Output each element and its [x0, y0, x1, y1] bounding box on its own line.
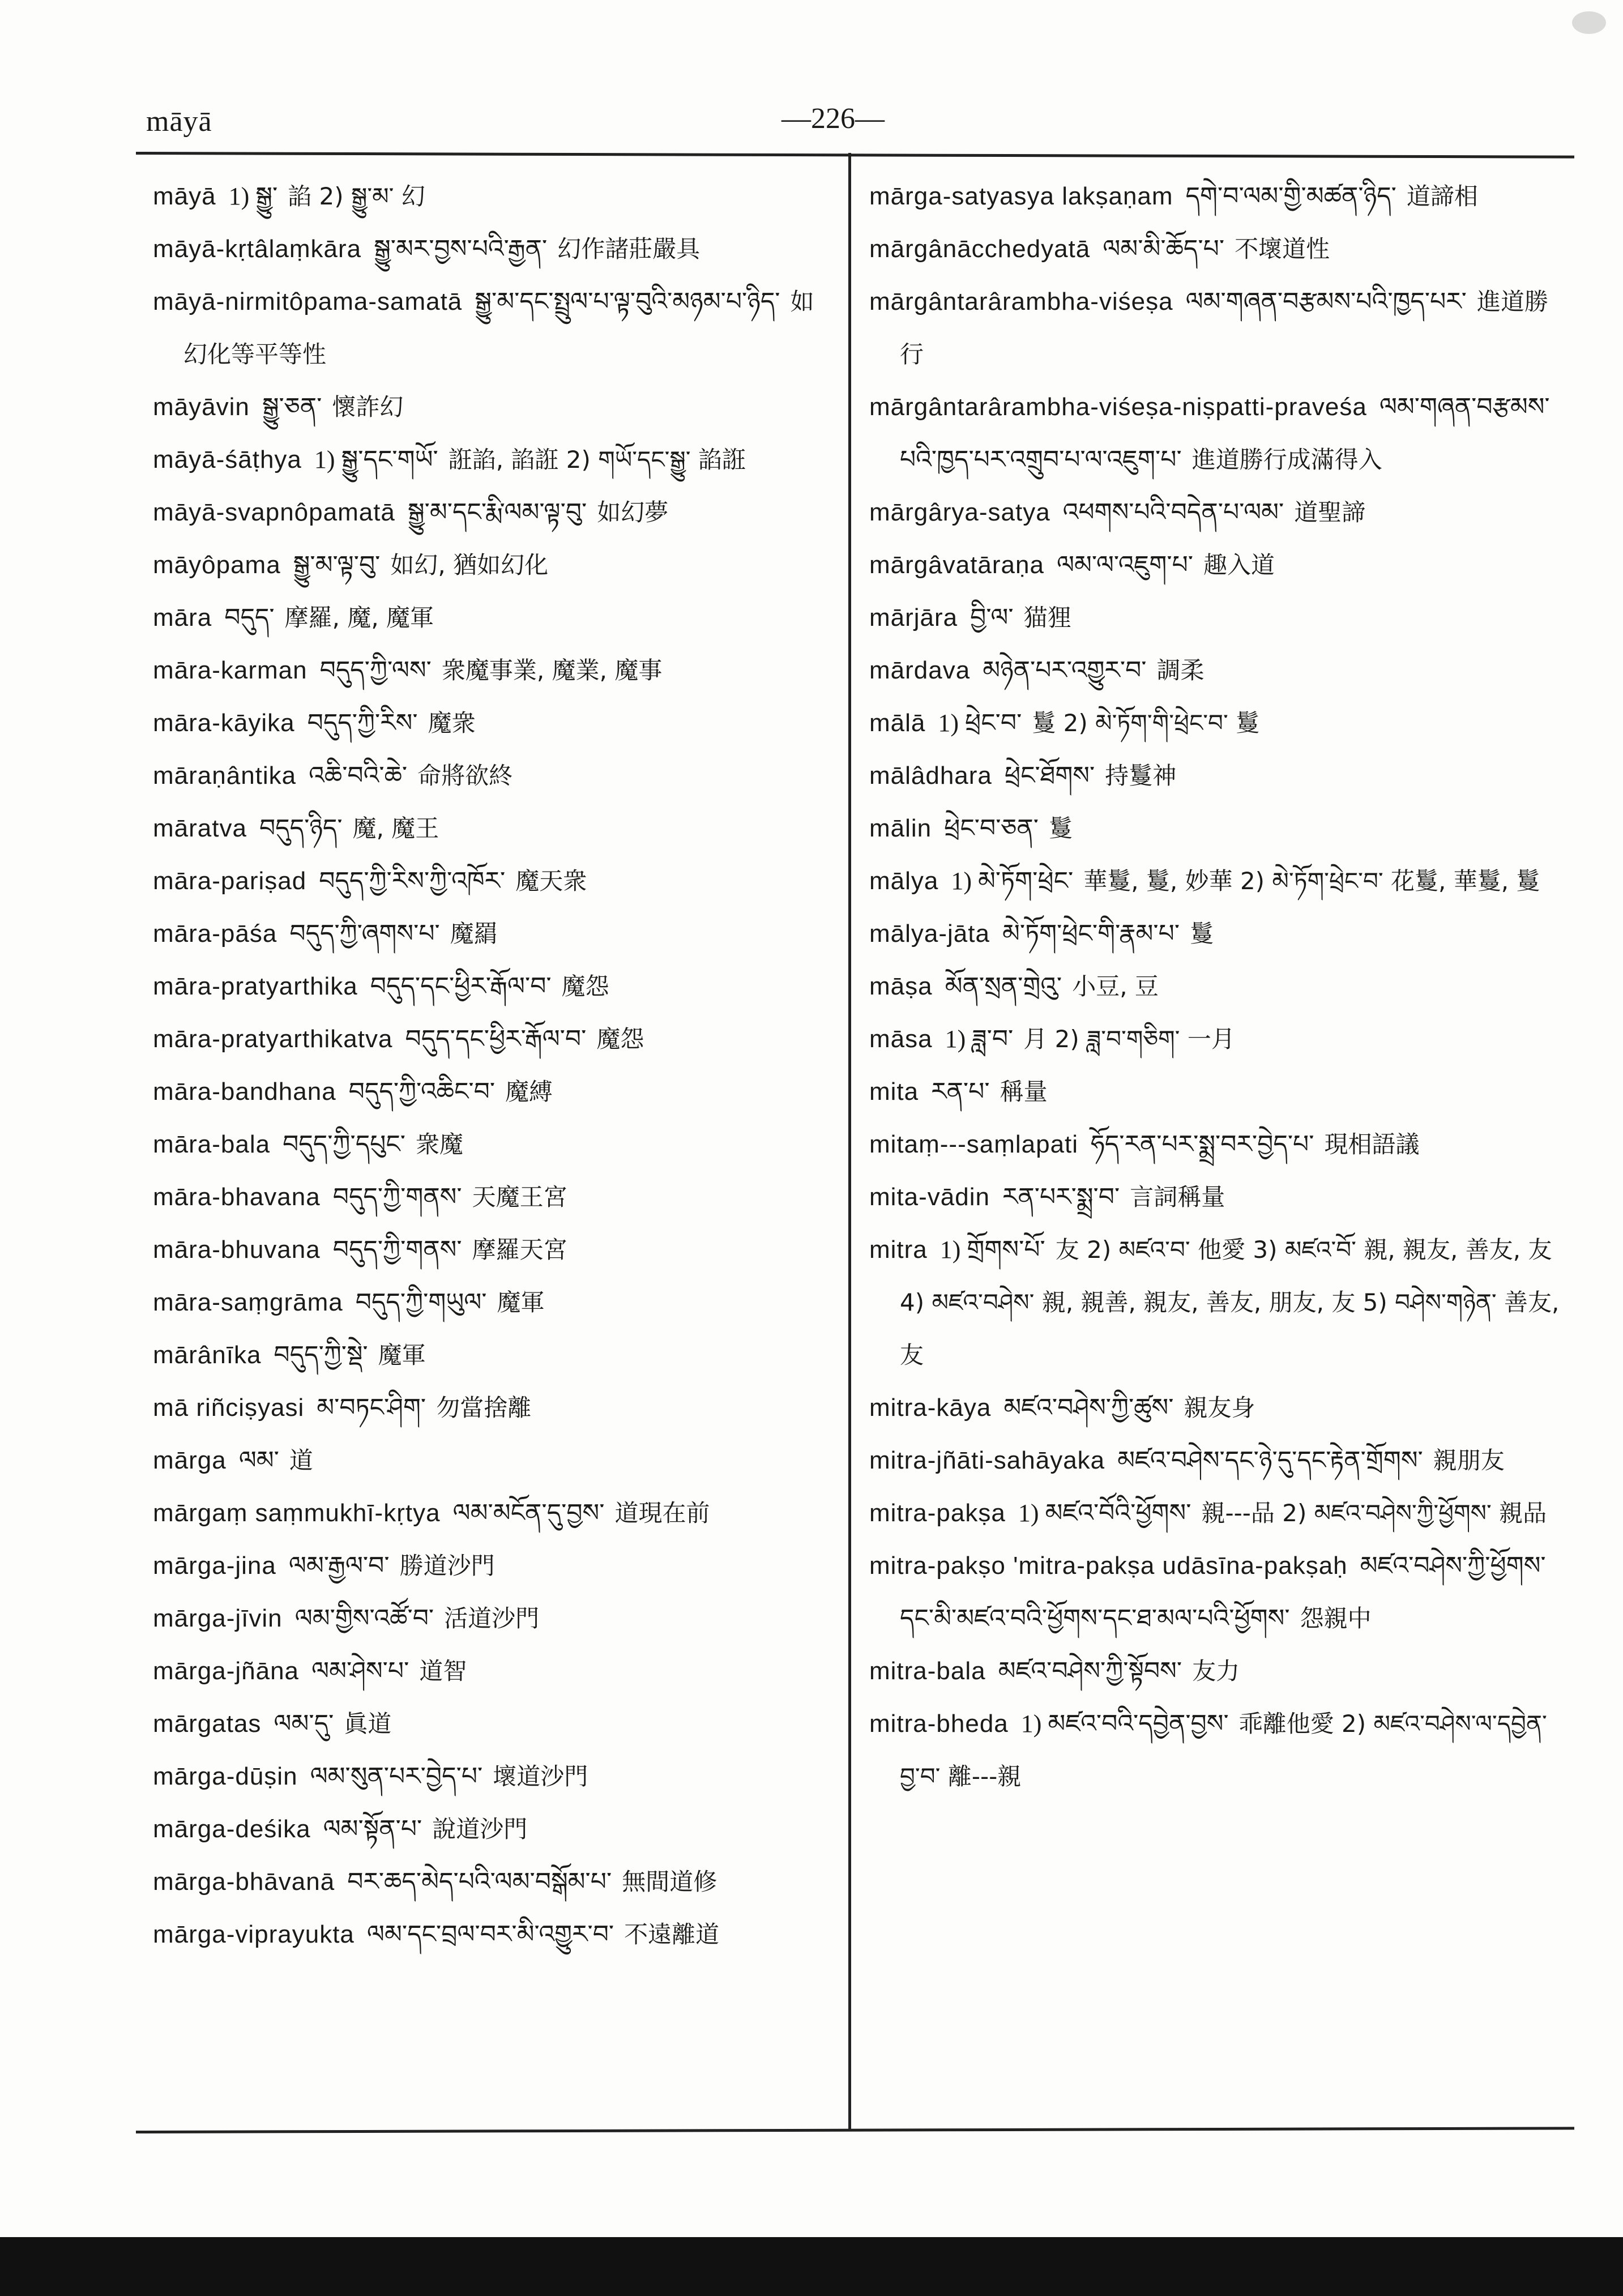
scan-edge-bar	[0, 2237, 1623, 2296]
chinese-gloss: 魔天衆	[515, 867, 587, 895]
headword: mārgatas	[153, 1710, 262, 1738]
chinese-gloss: 天魔王宮	[472, 1183, 567, 1211]
chinese-gloss: 華鬘, 鬘, 妙華 2) མེ་ཏོག་ཕྲེང་བ་ 花鬘, 華鬘, 鬘	[1083, 867, 1540, 895]
chinese-gloss: 如幻, 猶如幻化	[390, 551, 549, 579]
tibetan-equivalent: ལམ་རྒྱལ་བ་	[288, 1552, 390, 1580]
headword: mārdava	[869, 656, 971, 684]
headword: mitra-pakṣa	[869, 1499, 1006, 1527]
dictionary-entry	[153, 1223, 832, 1276]
tibetan-equivalent: མཛའ་བཤེས་དང་ཉེ་དུ་དང་རྟེན་གྲོགས་	[1117, 1446, 1423, 1474]
headword: māra-bhavana	[153, 1183, 321, 1211]
chinese-gloss: 魔縛	[505, 1078, 553, 1106]
headword: mārânīka	[153, 1341, 262, 1369]
dictionary-entry	[869, 591, 1560, 644]
headword: māyā-nirmitôpama-samatā	[153, 288, 463, 315]
chinese-gloss: 魔軍	[378, 1341, 426, 1369]
chinese-gloss: 如幻夢	[597, 498, 669, 526]
headword: māyā-śāṭhya	[153, 446, 302, 473]
dictionary-entry	[153, 1592, 832, 1645]
chinese-gloss: 衆魔事業, 魔業, 魔事	[441, 656, 663, 684]
tibetan-equivalent: འཕགས་པའི་བདེན་པ་ལམ་	[1062, 498, 1284, 526]
dictionary-entry	[869, 1434, 1560, 1487]
dictionary-entry	[869, 1013, 1560, 1065]
dictionary-entry	[153, 433, 832, 486]
chinese-gloss: 幻作諸莊嚴具	[557, 235, 701, 263]
chinese-gloss: 道智	[419, 1657, 467, 1685]
tibetan-equivalent: 1) མཛའ་བོའི་ཕྱོགས་	[1018, 1499, 1191, 1527]
headword: māra-pariṣad	[153, 867, 307, 895]
dictionary-entry	[153, 381, 832, 433]
tibetan-equivalent: བདུད་ཀྱི་འཆིང་བ་	[348, 1078, 496, 1106]
dictionary-entry	[869, 1118, 1560, 1171]
tibetan-equivalent: མེ་ཏོག་ཕྲེང་གི་རྣམ་པ་	[1002, 920, 1180, 948]
running-head: māyā	[146, 105, 212, 138]
dictionary-entry	[153, 1118, 832, 1171]
dictionary-entry	[153, 1276, 832, 1329]
chinese-gloss: 無間道修	[622, 1868, 717, 1896]
chinese-gloss: 諂 2) སྒྱུ་མ་ 幻	[288, 182, 425, 210]
tibetan-equivalent: བདུད་ཀྱི་རིས་	[307, 709, 418, 737]
headword: mārga-jñāna	[153, 1657, 300, 1685]
dictionary-entry	[869, 170, 1560, 223]
chinese-gloss: 稱量	[1000, 1078, 1048, 1106]
chinese-gloss: 親朋友	[1433, 1446, 1505, 1474]
chinese-gloss: 言詞稱量	[1130, 1183, 1225, 1211]
tibetan-equivalent: བདུད་དང་ཕྱིར་རྒོལ་བ་	[370, 972, 552, 1000]
tibetan-equivalent: ལམ་དང་བྲལ་བར་མི་འགྱུར་བ་	[366, 1921, 614, 1948]
dictionary-entry	[869, 381, 1560, 486]
chinese-gloss: 友力	[1192, 1657, 1240, 1685]
dictionary-entry	[869, 1223, 1560, 1381]
dictionary-entry	[869, 539, 1560, 591]
headword: mitra-kāya	[869, 1394, 992, 1422]
tibetan-equivalent: ལམ་གྱིས་འཚོ་བ་	[294, 1604, 434, 1632]
chinese-gloss: 眞道	[344, 1710, 392, 1738]
dictionary-entry	[869, 1381, 1560, 1434]
dictionary-entry	[153, 1539, 832, 1592]
headword: mālā	[869, 709, 926, 737]
dictionary-entry	[869, 275, 1560, 381]
headword: māra-bandhana	[153, 1078, 336, 1106]
dictionary-entry	[153, 1908, 832, 1961]
headword: māyā-kṛtâlaṃkāra	[153, 235, 362, 263]
chinese-gloss: 友 2) མཛའ་བ་ 他愛 3) མཛའ་བོ་ 親, 親友, 善友, 友 4) མཛའ་བཤེས་ 親, 親善, 親友, 善友, 朋友, 友 5) བཤེས་གཉེན་ 善友, 友	[900, 1236, 1560, 1369]
dictionary-entry	[153, 1803, 832, 1855]
headword: māra-pratyarthikatva	[153, 1025, 393, 1053]
headword: māra-karman	[153, 656, 307, 684]
chinese-gloss: 持鬘神	[1105, 762, 1177, 789]
tibetan-equivalent: 1) མཛའ་བའི་དབྱེན་བྱས་	[1020, 1710, 1229, 1738]
chinese-gloss: 道現在前	[614, 1499, 710, 1527]
tibetan-equivalent: ཕྲེང་བ་ཅན་	[944, 814, 1039, 842]
tibetan-equivalent: སྒྱུ་ཅན་	[262, 393, 322, 421]
bottom-rule	[136, 2127, 1574, 2133]
chinese-gloss: 如幻化等平等性	[183, 288, 814, 368]
chinese-gloss: 鬘	[1190, 920, 1214, 948]
chinese-gloss: 魔衆	[428, 709, 476, 737]
tibetan-equivalent: མཛའ་བཤེས་ཀྱི་ཕྱོགས་དང་མི་མཛའ་བའི་ཕྱོགས་དང་ཐ་མལ་པའི་ཕྱོགས་	[900, 1552, 1546, 1632]
dictionary-entry	[869, 223, 1560, 275]
dictionary-entry	[869, 644, 1560, 697]
tibetan-equivalent: ཕྲེང་ཐོགས་	[1004, 762, 1095, 789]
chinese-gloss: 魔羂	[450, 920, 498, 948]
dictionary-entry	[153, 170, 832, 223]
headword: māra-saṃgrāma	[153, 1288, 343, 1316]
dictionary-entry	[869, 1539, 1560, 1645]
chinese-gloss: 魔軍	[497, 1288, 545, 1316]
headword: mārgântarârambha-viśeṣa	[869, 288, 1173, 315]
dictionary-entry	[153, 1855, 832, 1908]
page-number: —226—	[781, 103, 885, 135]
headword: māra-pratyarthika	[153, 972, 358, 1000]
tibetan-equivalent: འཆི་བའི་ཆེ་	[309, 762, 408, 789]
tibetan-equivalent: སྒྱུ་མ་དང་སྤྲུལ་པ་ལྟ་བུའི་མཉམ་པ་ཉིད་	[475, 288, 780, 315]
chinese-gloss: 勝道沙門	[399, 1552, 495, 1580]
headword: māyāvin	[153, 393, 250, 421]
chinese-gloss: 不遠離道	[624, 1921, 720, 1948]
dictionary-entry	[869, 486, 1560, 539]
chinese-gloss: 調柔	[1156, 656, 1205, 684]
dictionary-entry	[153, 802, 832, 855]
dictionary-entry	[153, 1381, 832, 1434]
tibetan-equivalent: ལམ་མི་ཆོད་པ་	[1103, 235, 1225, 263]
headword: mārgântarârambha-viśeṣa-niṣpatti-praveśa	[869, 393, 1367, 421]
headword: mārgânācchedyatā	[869, 235, 1091, 263]
chinese-gloss: 說道沙門	[432, 1815, 528, 1843]
tibetan-equivalent: དགེ་བ་ལམ་གྱི་མཚན་ཉིད་	[1185, 182, 1396, 210]
tibetan-equivalent: ལམ་མངོན་དུ་བྱས་	[452, 1499, 605, 1527]
dictionary-entry	[869, 960, 1560, 1013]
headword: mārga-deśika	[153, 1815, 311, 1843]
dictionary-entry	[869, 802, 1560, 855]
dictionary-entry	[153, 223, 832, 275]
chinese-gloss: 命將欲終	[417, 762, 513, 789]
headword: mitra-pakṣo 'mitra-pakṣa udāsīna-pakṣaḥ	[869, 1552, 1348, 1580]
dictionary-entry	[153, 1065, 832, 1118]
headword: māṣa	[869, 972, 933, 1000]
dictionary-entry	[153, 591, 832, 644]
dictionary-entry	[869, 1697, 1560, 1803]
headword: mārjāra	[869, 604, 958, 631]
chinese-gloss: 懷詐幻	[332, 393, 404, 421]
chinese-gloss: 摩羅, 魔, 魔軍	[284, 604, 434, 631]
headword: mārga-jina	[153, 1552, 276, 1580]
headword: māyôpama	[153, 551, 281, 579]
dictionary-entry	[153, 1329, 832, 1381]
chinese-gloss: 趣入道	[1203, 551, 1275, 579]
tibetan-equivalent: བདུད་ཀྱི་སྡེ་	[274, 1341, 368, 1369]
headword: māyā	[153, 182, 216, 210]
headword: mālâdhara	[869, 762, 992, 789]
tibetan-equivalent: སྒྱུ་མ་དང་རྨི་ལམ་ལྟ་བུ་	[407, 498, 587, 526]
dictionary-entry	[869, 749, 1560, 802]
headword: mārga-satyasya lakṣaṇam	[869, 182, 1173, 210]
chinese-gloss: 魔怨	[596, 1025, 644, 1053]
headword: mitra-bala	[869, 1657, 986, 1685]
chinese-gloss: 小豆, 豆	[1072, 972, 1159, 1000]
dictionary-entry	[153, 275, 832, 381]
dictionary-entry	[869, 1065, 1560, 1118]
headword: mita	[869, 1078, 919, 1106]
dictionary-entry	[153, 749, 832, 802]
tibetan-equivalent: ལམ་དུ་	[274, 1710, 334, 1738]
dictionary-entry	[869, 1171, 1560, 1223]
tibetan-equivalent: ལམ་སུན་པར་བྱེད་པ་	[310, 1762, 483, 1790]
headword: māsa	[869, 1025, 933, 1053]
chinese-gloss: 勿當捨離	[436, 1394, 532, 1422]
tibetan-equivalent: རན་པར་སྨྲ་བ་	[1002, 1183, 1120, 1211]
chinese-gloss: 道	[289, 1446, 313, 1474]
tibetan-equivalent: 1) ཟླ་བ་	[945, 1025, 1014, 1053]
dictionary-entry	[153, 539, 832, 591]
left-column	[153, 170, 832, 1961]
dictionary-entry	[869, 855, 1560, 907]
tibetan-equivalent: རན་པ་	[931, 1078, 990, 1106]
headword: mārga-viprayukta	[153, 1921, 355, 1948]
chinese-gloss: 鬘 2) མེ་ཏོག་གི་ཕྲེང་བ་ 鬘	[1032, 709, 1260, 737]
chinese-gloss: 衆魔	[416, 1130, 464, 1158]
chinese-gloss: 進道勝行成滿得入	[1191, 446, 1382, 473]
tibetan-equivalent: ལམ་གཞན་བརྩམས་པའི་ཁྱད་པར་འགྲུབ་པ་ལ་འཇུག་པ་	[900, 393, 1550, 473]
tibetan-equivalent: 1) སྒྱུ་དང་གཡོ་	[314, 446, 438, 473]
chinese-gloss: 誑諂, 諂誑 2) གཡོ་དང་སྒྱུ་ 諂誑	[448, 446, 746, 473]
headword: mālin	[869, 814, 932, 842]
tibetan-equivalent: མོན་སྲན་གྲེའུ་	[945, 972, 1062, 1000]
headword: mārgaṃ saṃmukhī-kṛtya	[153, 1499, 441, 1527]
scan-speck	[1572, 11, 1606, 34]
dictionary-entry	[869, 1645, 1560, 1697]
chinese-gloss: 月 2) ཟླ་བ་གཅིག་ 一月	[1023, 1025, 1235, 1053]
chinese-gloss: 魔怨	[561, 972, 609, 1000]
tibetan-equivalent: ལམ་ལ་འཇུག་པ་	[1056, 551, 1194, 579]
dictionary-entry	[153, 697, 832, 749]
headword: mā riñciṣyasi	[153, 1394, 305, 1422]
tibetan-equivalent: བདུད་ཀྱི་གཡུལ་	[355, 1288, 487, 1316]
headword: mārga-bhāvanā	[153, 1868, 335, 1896]
headword: mālya	[869, 867, 939, 895]
chinese-gloss: 道諦相	[1406, 182, 1478, 210]
top-rule	[136, 152, 1574, 159]
tibetan-equivalent: བྱི་ལ་	[970, 604, 1014, 631]
headword: māra-bhuvana	[153, 1236, 321, 1264]
tibetan-equivalent: 1) སྒྱུ་	[228, 182, 278, 210]
dictionary-entry	[153, 1697, 832, 1750]
headword: mitaṃ---saṃlapati	[869, 1130, 1079, 1158]
dictionary-entry	[153, 1434, 832, 1487]
headword: mārаṇântika	[153, 762, 297, 789]
tibetan-equivalent: བདུད་ཀྱི་གནས་	[332, 1183, 462, 1211]
dictionary-entry	[153, 907, 832, 960]
chinese-gloss: 乖離他愛 2) མཛའ་བཤེས་ལ་དབྱེན་བྱ་བ་ 離---親	[900, 1710, 1547, 1790]
tibetan-equivalent: བདུད་ཀྱི་ཞགས་པ་	[289, 920, 440, 948]
tibetan-equivalent: མཛའ་བཤེས་ཀྱི་ཚུས་	[1003, 1394, 1174, 1422]
headword: mārga	[153, 1446, 227, 1474]
tibetan-equivalent: བདུད་ཀྱི་གནས་	[332, 1236, 462, 1264]
tibetan-equivalent: བདུད་	[224, 604, 275, 631]
tibetan-equivalent: བདུད་ཉིད་	[259, 814, 343, 842]
headword: mita-vādin	[869, 1183, 990, 1211]
headword: māra	[153, 604, 212, 631]
chinese-gloss: 進道勝行	[900, 288, 1548, 368]
headword: māra-kāyika	[153, 709, 295, 737]
dictionary-entry	[153, 644, 832, 697]
headword: mālya-jāta	[869, 920, 990, 948]
tibetan-equivalent: 1) མེ་ཏོག་ཕྲེང་	[951, 867, 1074, 895]
chinese-gloss: 親友身	[1184, 1394, 1255, 1422]
tibetan-equivalent: ལམ་	[238, 1446, 279, 1474]
headword: mitra-bheda	[869, 1710, 1009, 1738]
tibetan-equivalent: མ་བཏང་ཤིག་	[317, 1394, 426, 1422]
tibetan-equivalent: ཧོད་རན་པར་སྨྲ་བར་བྱེད་པ་	[1091, 1130, 1314, 1158]
chinese-gloss: 道聖諦	[1294, 498, 1366, 526]
headword: mārgâvatāraṇa	[869, 551, 1044, 579]
tibetan-equivalent: ལམ་གཞན་བརྩམས་པའི་ཁྱད་པར་	[1185, 288, 1467, 315]
headword: māra-pāśa	[153, 920, 277, 948]
dictionary-entry	[153, 1171, 832, 1223]
dictionary-entry	[153, 1750, 832, 1803]
dictionary-entry	[153, 1013, 832, 1065]
column-divider	[848, 153, 851, 2131]
headword: mārga-dūṣin	[153, 1762, 298, 1790]
tibetan-equivalent: 1) ཕྲེང་བ་	[938, 709, 1022, 737]
headword: māra-bala	[153, 1130, 271, 1158]
dictionary-entry	[153, 1487, 832, 1539]
chinese-gloss: 魔, 魔王	[352, 814, 439, 842]
headword: māyā-svapnôpamatā	[153, 498, 395, 526]
tibetan-equivalent: བདུད་ཀྱི་དཔུང་	[283, 1130, 406, 1158]
tibetan-equivalent: མཛའ་བཤེས་ཀྱི་སྟོབས་	[998, 1657, 1182, 1685]
dictionary-entry	[869, 697, 1560, 749]
tibetan-equivalent: བདུད་དང་ཕྱིར་རྒོལ་བ་	[405, 1025, 587, 1053]
chinese-gloss: 鬘	[1049, 814, 1073, 842]
right-column	[869, 170, 1560, 1803]
tibetan-equivalent: མཉེན་པར་འགྱུར་བ་	[983, 656, 1147, 684]
tibetan-equivalent: བདུད་ཀྱི་རིས་ཀྱི་འཁོར་	[319, 867, 506, 895]
headword: mārga-jīvin	[153, 1604, 283, 1632]
chinese-gloss: 活道沙門	[444, 1604, 540, 1632]
tibetan-equivalent: བདུད་ཀྱི་ལས་	[319, 656, 432, 684]
tibetan-equivalent: 1) གྲོགས་པོ་	[939, 1236, 1045, 1264]
chinese-gloss: 不壞道性	[1235, 235, 1330, 263]
tibetan-equivalent: ལམ་སྟོན་པ་	[323, 1815, 422, 1843]
headword: mitra	[869, 1236, 928, 1264]
dictionary-entry	[153, 486, 832, 539]
headword: māratva	[153, 814, 247, 842]
chinese-gloss: 猫狸	[1023, 604, 1071, 631]
chinese-gloss: 壞道沙門	[493, 1762, 588, 1790]
tibetan-equivalent: ལམ་ཤེས་པ་	[311, 1657, 409, 1685]
dictionary-entry	[153, 855, 832, 907]
dictionary-entry	[153, 1645, 832, 1697]
chinese-gloss: 摩羅天宮	[472, 1236, 567, 1264]
tibetan-equivalent: བར་ཆད་མེད་པའི་ལམ་བསྒོམ་པ་	[347, 1868, 612, 1896]
chinese-gloss: 現相語議	[1324, 1130, 1420, 1158]
headword: mārgârya-satya	[869, 498, 1050, 526]
dictionary-entry	[869, 1487, 1560, 1539]
chinese-gloss: 怨親中	[1300, 1604, 1372, 1632]
tibetan-equivalent: སྒྱུ་མར་བྱས་པའི་རྒྱན་	[374, 235, 548, 263]
headword: mitra-jñāti-sahāyaka	[869, 1446, 1105, 1474]
dictionary-entry	[153, 960, 832, 1013]
chinese-gloss: 親---品 2) མཛའ་བཤེས་ཀྱི་ཕྱོགས་ 親品	[1201, 1499, 1547, 1527]
dictionary-entry	[869, 907, 1560, 960]
tibetan-equivalent: སྒྱུ་མ་ལྟ་བུ་	[293, 551, 381, 579]
